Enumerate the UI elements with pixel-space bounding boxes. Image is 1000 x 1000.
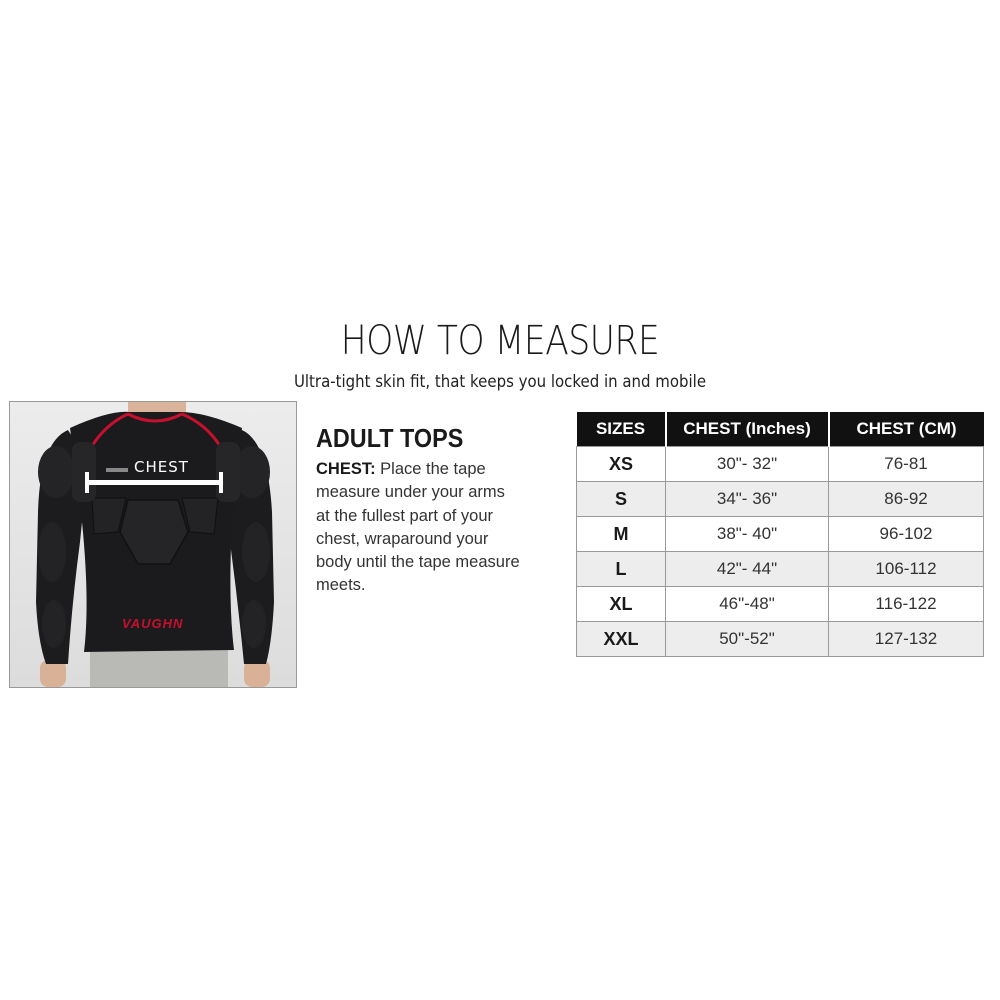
- size-cell: XL: [577, 587, 666, 622]
- size-cell: XXL: [577, 622, 666, 657]
- page-subtitle: Ultra-tight skin fit, that keeps you locked in and mobile: [293, 372, 707, 392]
- size-cell: XS: [577, 447, 666, 482]
- chest-cm-cell: 76-81: [829, 447, 984, 482]
- page-title: HOW TO MEASURE: [340, 318, 660, 364]
- table-row: [577, 552, 984, 587]
- tape-measure-line: [85, 480, 223, 485]
- table-row: [577, 447, 984, 482]
- chest-inches-cell: 30"- 32": [666, 447, 829, 482]
- chest-inches-cell: 50"-52": [666, 622, 829, 657]
- chest-cm-cell: 116-122: [829, 587, 984, 622]
- chest-inches-cell: 38"- 40": [666, 517, 829, 552]
- chest-cm-cell: 127-132: [829, 622, 984, 657]
- header-chest-inches: CHEST (Inches): [666, 412, 829, 447]
- chest-cm-cell: 86-92: [829, 482, 984, 517]
- header-sizes: SIZES: [577, 412, 666, 447]
- chest-cm-cell: 96-102: [829, 517, 984, 552]
- table-row: [577, 622, 984, 657]
- shirt-illustration: [10, 402, 296, 687]
- size-cell: M: [577, 517, 666, 552]
- table-row: [577, 482, 984, 517]
- size-cell: S: [577, 482, 666, 517]
- size-cell: L: [577, 552, 666, 587]
- measure-instructions: [316, 458, 521, 598]
- header-chest-cm: CHEST (CM): [829, 412, 984, 447]
- table-row: [577, 587, 984, 622]
- instructions-text: Place the tape measure under your arms at the fullest part of your chest, wraparound your body until the tape measure meets.: [316, 460, 520, 595]
- product-photo: [9, 401, 297, 688]
- chest-inches-cell: 42"- 44": [666, 552, 829, 587]
- section-heading: ADULT TOPS: [316, 423, 464, 453]
- chest-inches-cell: 34"- 36": [666, 482, 829, 517]
- size-chart-table: [576, 412, 984, 657]
- instructions-label: CHEST:: [316, 460, 376, 478]
- chest-inches-cell: 46"-48": [666, 587, 829, 622]
- brand-logo: VAUGHN: [122, 616, 184, 631]
- chest-cm-cell: 106-112: [829, 552, 984, 587]
- table-row: [577, 517, 984, 552]
- table-header-row: [577, 412, 984, 447]
- chest-label: CHEST: [134, 458, 189, 476]
